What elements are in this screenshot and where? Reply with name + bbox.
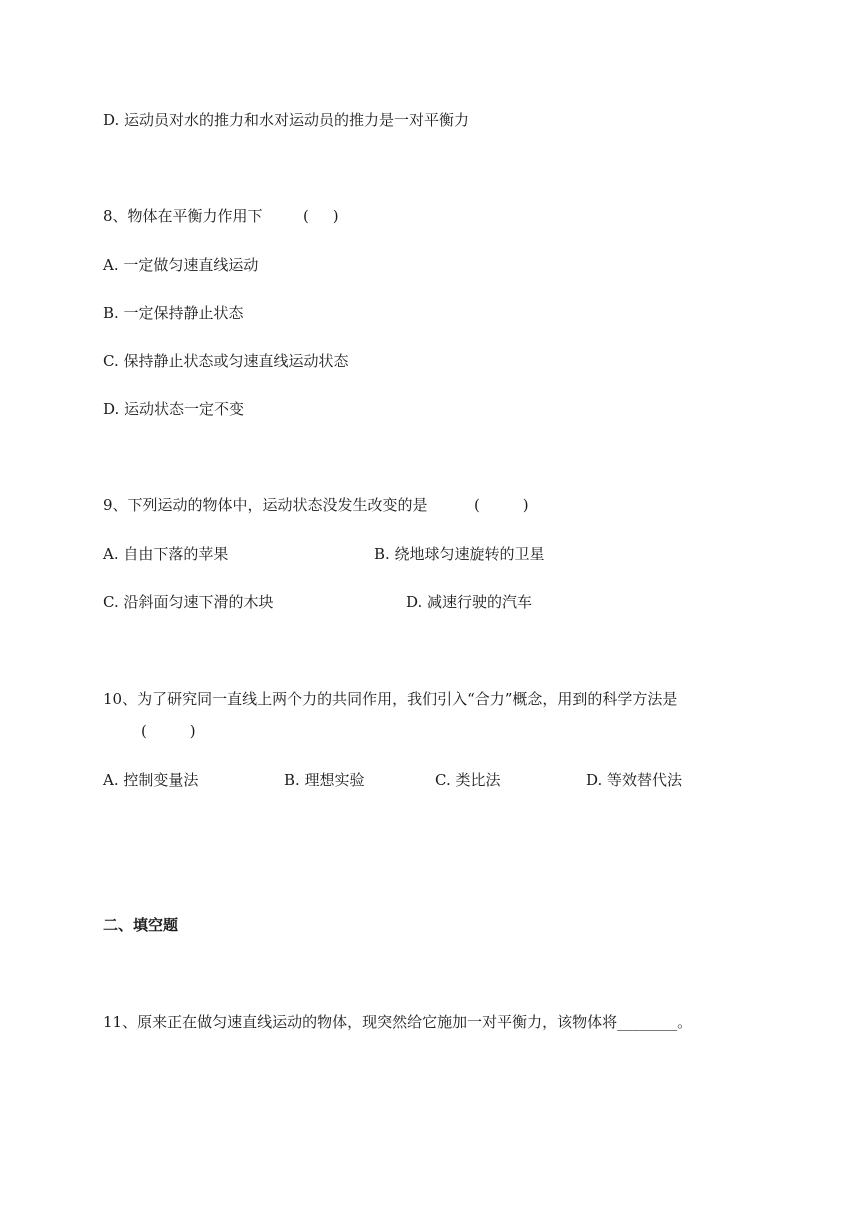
question-9-option-d: D. 减速行驶的汽车 [406, 593, 533, 611]
question-10-answer-bracket: ( ) [141, 722, 196, 740]
question-8-option-b: B. 一定保持静止状态 [103, 304, 244, 322]
question-7-option-d: D. 运动员对水的推力和水对运动员的推力是一对平衡力 [103, 111, 470, 129]
question-8-answer-bracket: ( ) [303, 207, 339, 225]
question-8-option-c: C. 保持静止状态或匀速直线运动状态 [103, 352, 349, 370]
question-10-option-b: B. 理想实验 [284, 771, 365, 789]
question-10-option-c: C. 类比法 [435, 771, 501, 789]
question-8-option-a: A. 一定做匀速直线运动 [103, 256, 259, 274]
question-9-option-a: A. 自由下落的苹果 [103, 545, 229, 563]
section-2-heading: 二、填空题 [103, 916, 179, 934]
question-10-option-d: D. 等效替代法 [586, 771, 683, 789]
question-9-stem: 9、下列运动的物体中，运动状态没发生改变的是 [103, 496, 428, 514]
question-10-option-a: A. 控制变量法 [103, 771, 199, 789]
question-11-stem: 11、原来正在做匀速直线运动的物体，现突然给它施加一对平衡力，该物体将________。 [103, 1013, 693, 1031]
question-9-option-b: B. 绕地球匀速旋转的卫星 [374, 545, 545, 563]
question-8-option-d: D. 运动状态一定不变 [103, 400, 245, 418]
question-10-stem: 10、为了研究同一直线上两个力的共同作用，我们引入“合力”概念，用到的科学方法是 [103, 690, 678, 708]
question-9-answer-bracket: ( ) [474, 496, 529, 514]
question-8-stem: 8、物体在平衡力作用下 [103, 207, 263, 225]
question-9-option-c: C. 沿斜面匀速下滑的木块 [103, 593, 274, 611]
